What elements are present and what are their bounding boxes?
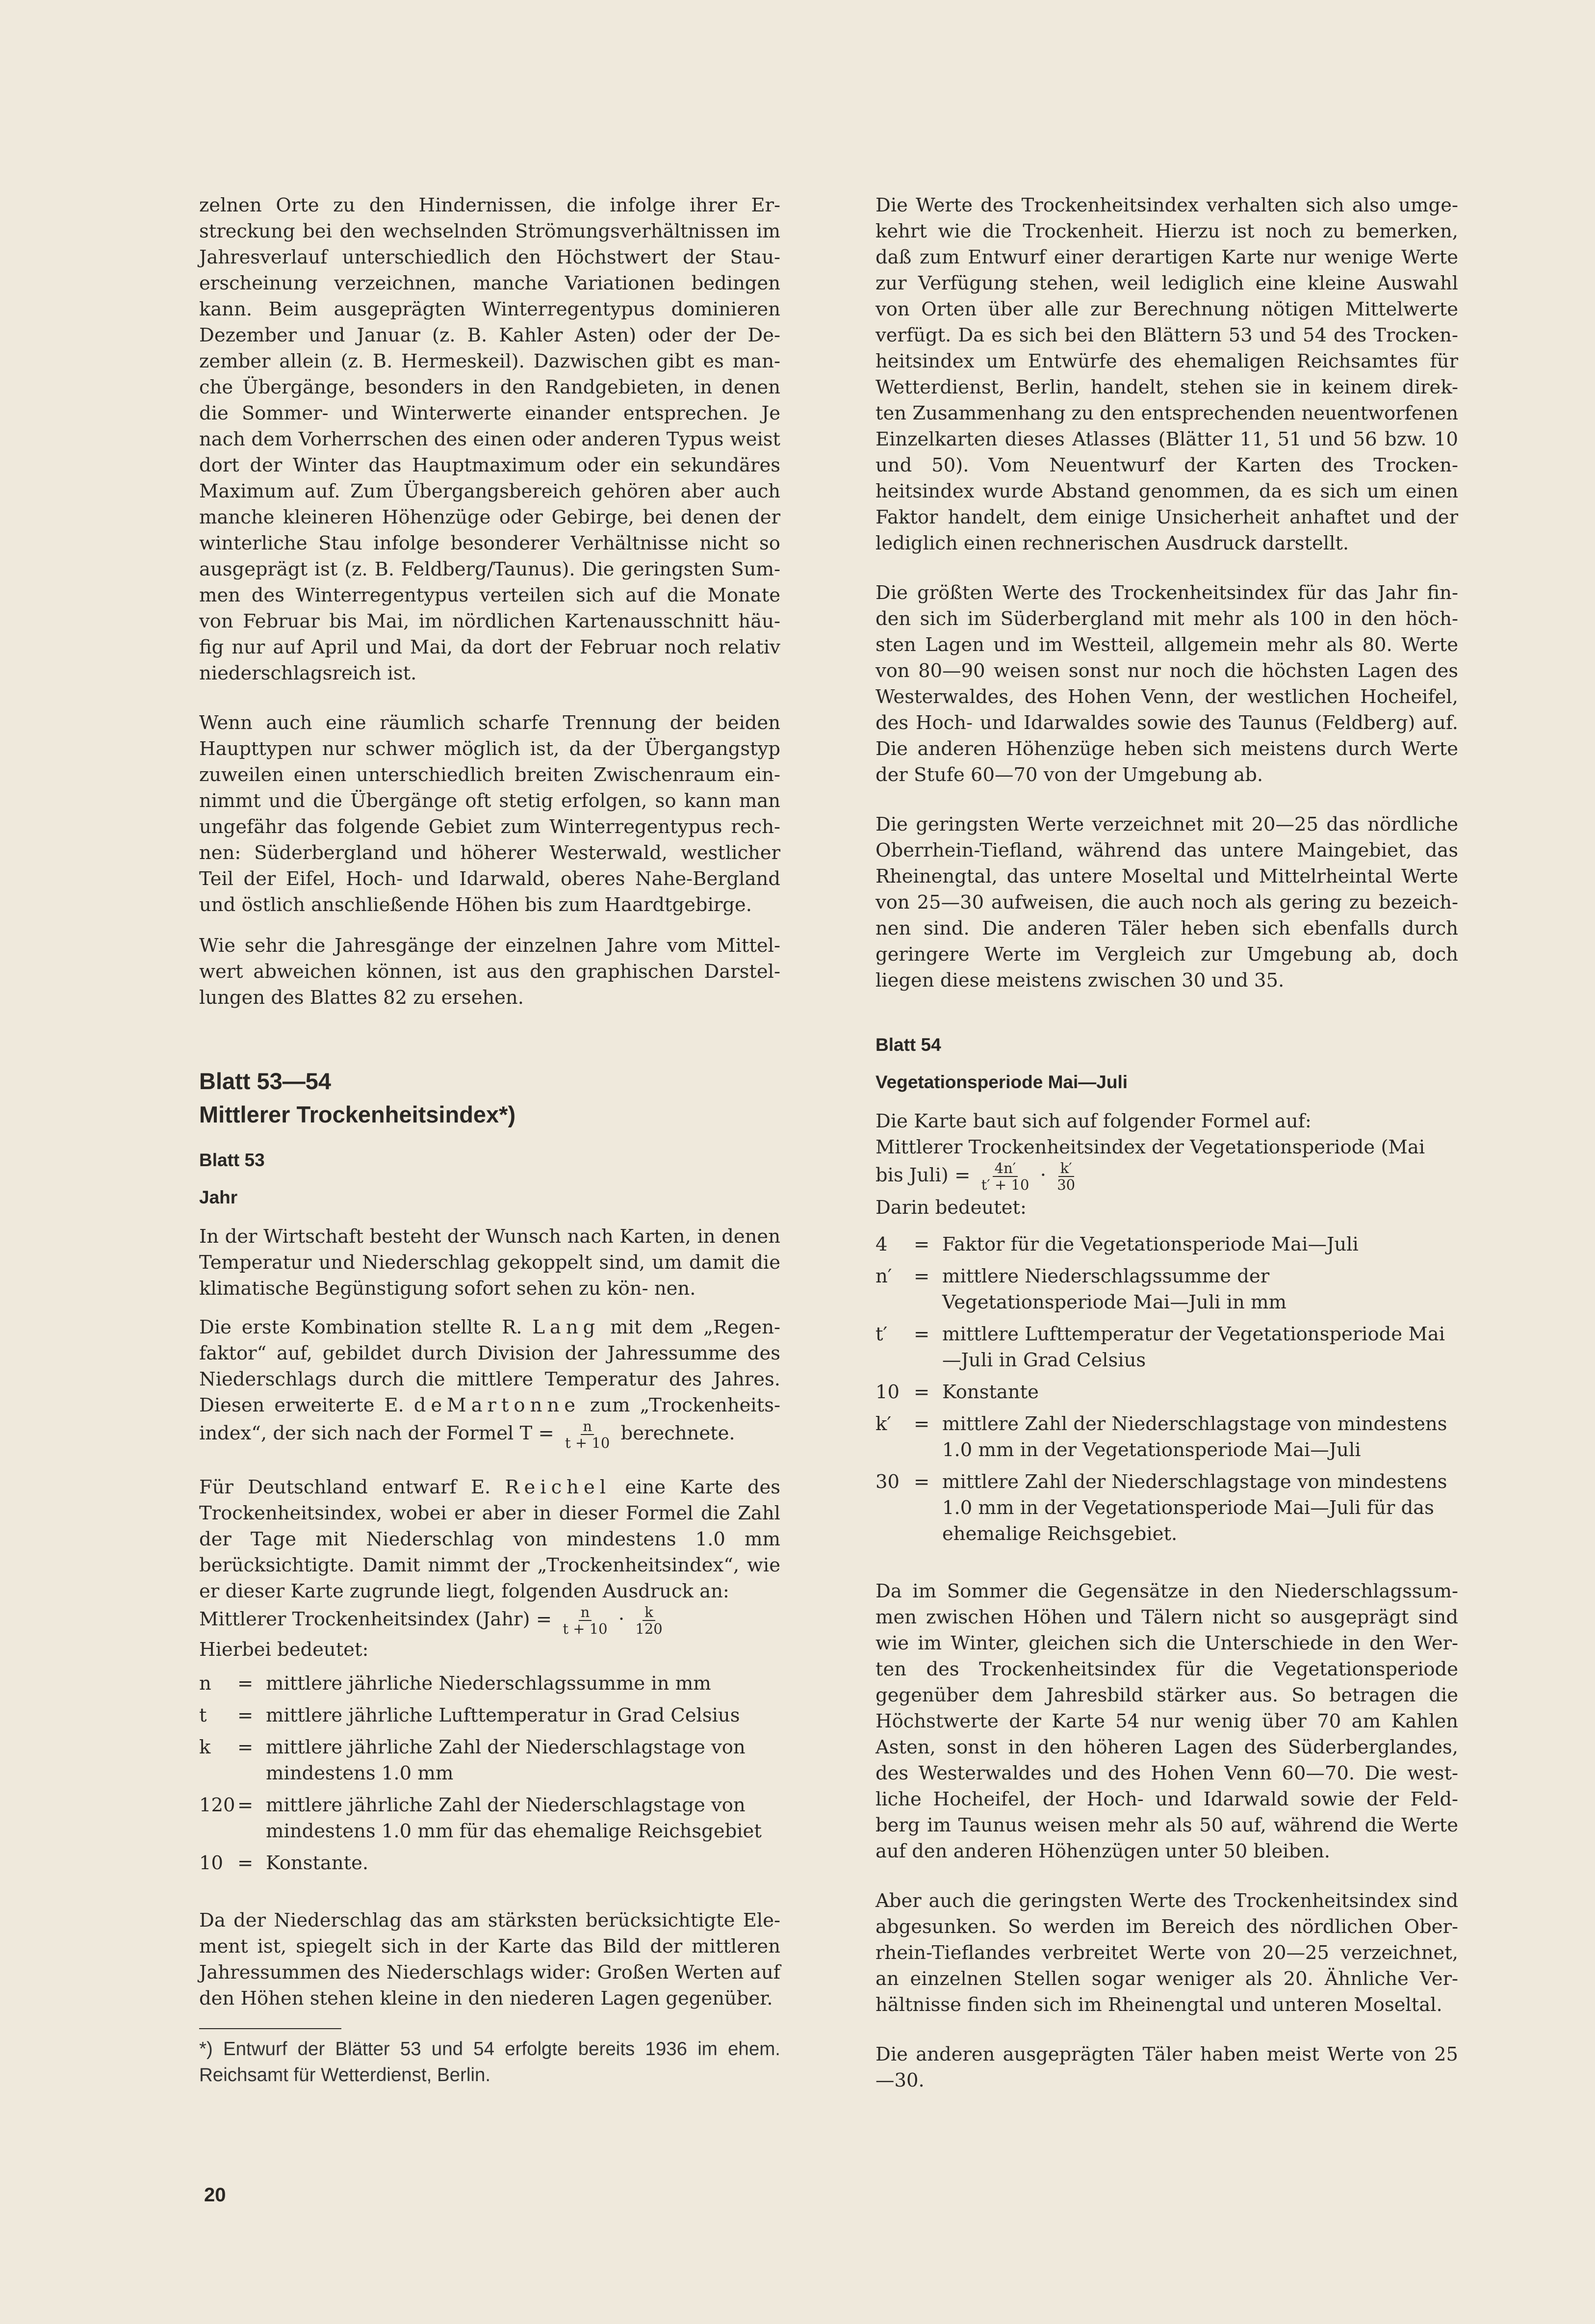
fraction: $\frac{n}{t + 10}$ [565,1418,610,1451]
definition-row: t = mittlere jährliche Lufttemperatur in Grad Celsius [199,1704,740,1726]
definition-row: 10 = Konstante [875,1381,1039,1403]
definition-row: 30 = mittlere Zahl der Niederschlagstage von mindestens 1.0 mm in der Vegetationsperiode Mai—Juli für das ehemalige Reichsgebiet. [875,1471,1447,1545]
paragraph: zelnen Orte zu den Hindernissen, die infolge ihrer Er- streckung bei den wechselnden Strömungsverhältnissen im Jahresverlauf unterschiedlich den Höchstwert der Stau- erscheinung verzeichnen, manche Variationen bedingen kann. Beim ausgeprägten Winterregentypus dominieren Dezember und Januar (z. B. Kahler Asten) oder der De- zember allein (z. B. Hermeskeil). Dazwischen gibt es man- che Übergänge, besonders in den Randgebieten, in denen die Sommer- und Winterwerte einander entsprechen. Je nach dem Vorherrschen des einen oder anderen Typus weist dort der Winter das Hauptmaximum oder ein sekundäres Maximum auf. Zum Übergangsbereich gehören aber auch manche kleineren Höhenzüge oder Gebirge, bei denen der winterliche Stau infolge besonderer Verhältnisse nicht so ausgeprägt ist (z. B. Feldberg/Taunus). Die geringsten Sum- men des Winterregentypus verteilen sich auf die Monate von Februar bis Mai, im nördlichen Kartenausschnitt häu- fig nur auf April und Mai, da dort der Februar noch relativ niederschlagsreich ist. [199,194,780,684]
paragraph: Da im Sommer die Gegensätze in den Niederschlagssum- men zwischen Höhen und Tälern nicht so ausgeprägt sind wie im Winter, gleichen sich die Unterschiede in den Wer- ten des Trockenheitsindex für die Vegetationsperiode gegenüber dem Jahresbild stärker aus. So betragen die Höchstwerte der Karte 54 nur wenig über 70 am Kahlen Asten, sonst in den höheren Lagen des Süderberglandes, des Westerwaldes und des Hohen Venn 60—70. Die west- liche Hocheifel, der Hoch- und Idarwald sowie der Feld- berg im Taunus weisen mehr als 50 auf, während die Werte auf den anderen Höhenzügen unter 50 bleiben. [875,1580,1458,1862]
definition-list [199,1671,780,1876]
definition-row: n′ = mittlere Niederschlagssumme der Vegetationsperiode Mai—Juli in mm [875,1265,1287,1313]
paragraph: In der Wirtschaft besteht der Wunsch nach Karten, in denen Temperatur und Niederschlag gekoppelt sind, um damit die klimatische Begünstigung sofort sehen zu kön- nen. [199,1226,780,1300]
section-heading-blatt: Blatt 53—54 [199,1068,332,1094]
right-column [875,192,1458,2117]
subheading-blatt: Blatt 54 [875,1035,941,1055]
paragraph-reichel: Für Deutschland entwarf E. Reichel eine Karte des Trockenheitsindex, wobei er aber in dieser Formel die Zahl der Tage mit Niederschlag von mindestens 1.0 mm berücksichtigte. Damit nimmt der „Trockenheitsindex“, wie er dieser Karte zugrunde liegt, folgenden Ausdruck an: [199,1476,781,1602]
definition-row: k′ = mittlere Zahl der Niederschlagstage von mindestens 1.0 mm in der Vegetationsperiode Mai—Juli [875,1413,1447,1461]
subheading-blatt: Blatt 53 [199,1150,265,1170]
paragraph-martonne: Die erste Kombination stellte R. Lang mit dem „Regen- faktor“ auf, gebildet durch Division der Jahressumme des Niederschlags durch die mittlere Temperatur des Jahres. Diesen erweiterte E. deMartonne zum „Trockenheits- index“, der sich nach der Formel T = $\frac{n}{t + 10}$ berechnete. [199,1316,780,1451]
fraction: $\frac{4n'}{t' + 10}$ [981,1160,1029,1193]
left-column [199,192,780,2112]
fraction: $\frac{n}{t + 10}$ [563,1604,608,1637]
paragraph: Die anderen ausgeprägten Täler haben meist Werte von 25—30. [875,2043,1458,2091]
formula: Mittlerer Trockenheitsindex (Jahr) = $\frac{n}{t + 10}$ · $\frac{k}{120}$ [199,1604,780,1637]
fraction: $\frac{k}{120}$ [635,1604,663,1637]
darin-label: Darin bedeutet: [875,1197,1027,1219]
definition-row: k = mittlere jährliche Zahl der Niederschlagstage von mindestens 1.0 mm [199,1736,746,1784]
paragraph: Wenn auch eine räumlich scharfe Trennung der beiden Haupttypen nur schwer möglich ist, da der Übergangstyp zuweilen einen unterschiedlich breiten Zwischenraum ein- nimmt und die Übergänge oft stetig erfolgen, so kann man ungefähr das folgende Gebiet zum Winterregentypus rech- nen: Süderbergland und höherer Westerwald, westlicher Teil der Eifel, Hoch- und Idarwald, oberes Nahe-Bergland und östlich anschließende Höhen bis zum Haardtgebirge. [199,712,780,916]
paragraph: Wie sehr die Jahresgänge der einzelnen Jahre vom Mittel- wert abweichen können, ist aus den graphischen Darstel- lungen des Blattes 82 zu ersehen. [199,935,780,1009]
definition-row: t′ = mittlere Lufttemperatur der Vegetationsperiode Mai—Juli in Grad Celsius [875,1323,1445,1371]
paragraph: Die Werte des Trockenheitsindex verhalten sich also umge- kehrt wie die Trockenheit. Hierzu ist noch zu bemerken, daß zum Entwurf einer derartigen Karte nur wenige Werte zur Verfügung stehen, weil lediglich eine kleine Auswahl von Orten über alle zur Berechnung nötigen Mittelwerte verfügt. Da es sich bei den Blättern 53 und 54 des Trocken- heitsindex um Entwürfe des ehemaligen Reichsamtes für Wetterdienst, Berlin, handelt, stehen sie in keinem direk- ten Zusammenhang zu den entsprechenden neuentworfenen Einzelkarten dieses Atlasses (Blätter 11, 51 und 56 bzw. 10 und 50). Vom Neuentwurf der Karten des Trocken- heitsindex wurde Abstand genommen, da es sich um einen Faktor handelt, dem einige Unsicherheit anhaftet und der lediglich einen rechnerischen Ausdruck darstellt. [875,194,1458,554]
fraction: $\frac{k'}{30}$ [1057,1160,1076,1193]
subheading-title: Jahr [199,1187,238,1207]
page-number: 20 [204,2184,226,2206]
definition-row: 4 = Faktor für die Vegetationsperiode Mai—Juli [875,1233,1359,1255]
footnote-divider [199,2028,341,2029]
paragraph: Die geringsten Werte verzeichnet mit 20—25 das nördliche Oberrhein-Tiefland, während das untere Maingebiet, das Rheinengtal, das untere Moseltal und Mittelrheintal Werte von 25—30 aufweisen, die auch noch als gering zu bezeich- nen sind. Die anderen Täler heben sich ebenfalls durch geringere Werte im Vergleich zur Umgebung ab, doch liegen diese meistens zwischen 30 und 35. [875,813,1458,992]
paragraph: Die größten Werte des Trockenheitsindex für das Jahr fin- den sich im Süderbergland mit mehr als 100 in den höch- sten Lagen und im Westteil, allgemein mehr als 80. Werte von 80—90 weisen sonst nur noch die höchsten Lagen des Westerwaldes, des Hohen Venn, der westlichen Hocheifel, des Hoch- und Idarwaldes sowie des Taunus (Feldberg) auf. Die anderen Höhenzüge heben sich meistens durch Werte der Stufe 60—70 von der Umgebung ab. [875,582,1458,786]
section-heading-title: Mittlerer Trockenheitsindex*) [199,1101,516,1127]
author-name: Reichel [505,1476,611,1498]
definition-row: 120 = mittlere jährliche Zahl der Niederschlagstage von mindestens 1.0 mm für das ehemalige Reichsgebiet [199,1794,762,1842]
subheading-title: Vegetationsperiode Mai—Juli [875,1072,1128,1092]
formula-intro: Die Karte baut sich auf folgender Formel auf: [875,1110,1312,1132]
hierbei-label: Hierbei bedeutet: [199,1639,369,1661]
definition-row: 10 = Konstante. [199,1852,369,1874]
formula: Mittlerer Trockenheitsindex der Vegetationsperiode (Mai bis Juli) = $\frac{4n'}{t' + 10}$ · $\frac{k'}{30}$ [875,1136,1425,1193]
author-name: deMartonne [413,1394,580,1416]
definition-list [875,1231,1458,1547]
footnote: *) Entwurf der Blätter 53 und 54 erfolgte bereits 1936 im ehem. Reichsamt für Wetterdienst, Berlin. [199,2038,780,2086]
definition-row: n = mittlere jährliche Niederschlagssumme in mm [199,1672,711,1695]
paragraph: Aber auch die geringsten Werte des Trockenheitsindex sind abgesunken. So werden im Bereich des nördlichen Ober- rhein-Tieflandes verbreitet Werte von 20—25 verzeichnet, an einzelnen Stellen sogar weniger als 20. Ähnliche Ver- hältnisse finden sich im Rheinengtal und unteren Moseltal. [875,1890,1458,2016]
paragraph: Da der Niederschlag das am stärksten berücksichtigte Ele- ment ist, spiegelt sich in der Karte das Bild der mittleren Jahressummen des Niederschlags wider: Großen Werten auf den Höhen stehen kleine in den niederen Lagen gegenüber. [199,1909,780,2010]
author-name: Lang [532,1316,600,1338]
